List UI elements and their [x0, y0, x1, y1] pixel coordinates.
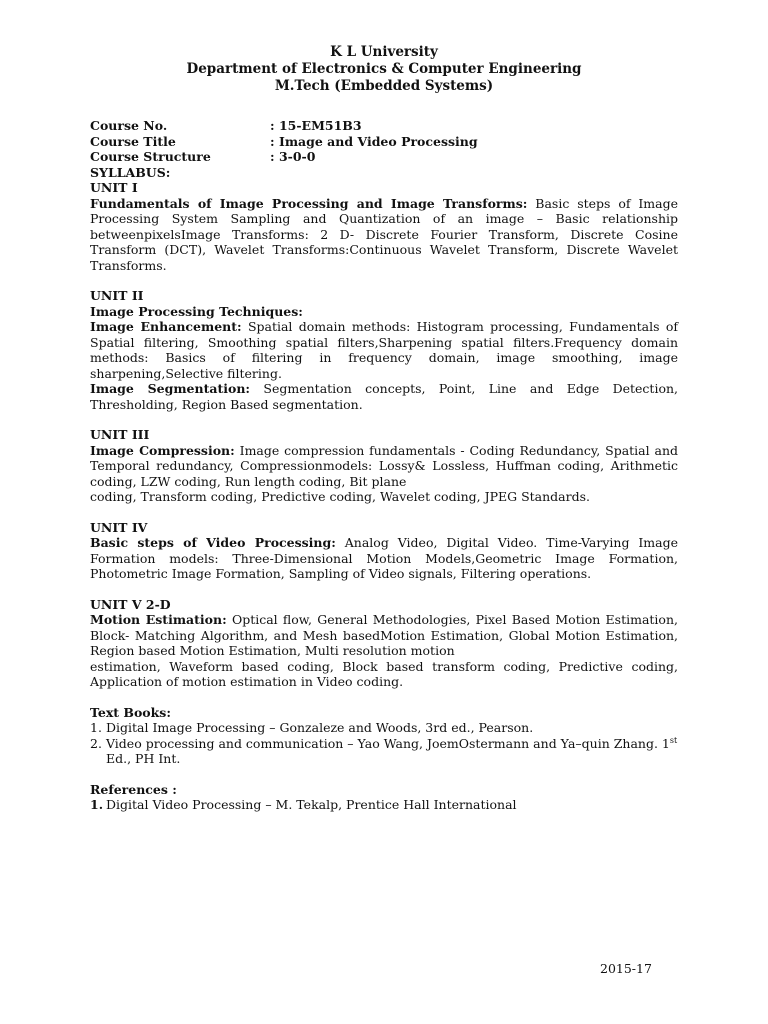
unit-4-heading: Basic steps of Video Processing: — [90, 535, 336, 550]
unit-4-title: UNIT IV — [90, 519, 148, 535]
text-books — [90, 705, 678, 767]
reference-item — [90, 797, 678, 813]
course-title-value: : Image and Video Processing — [270, 133, 478, 149]
unit-3 — [90, 427, 678, 505]
unit-1-body — [90, 196, 678, 274]
image-enhancement-heading: Image Enhancement: — [90, 319, 242, 334]
unit-5-title: UNIT V 2-D — [90, 596, 171, 612]
program-name: M.Tech (Embedded Systems) — [274, 78, 494, 94]
document-header — [90, 44, 678, 95]
unit-3-body — [90, 443, 678, 490]
unit-1 — [90, 180, 678, 273]
footer-year: 2015-17 — [600, 961, 652, 976]
text-book-number: 1. — [90, 720, 102, 735]
unit-2 — [90, 288, 678, 412]
reference-text: Digital Video Processing – M. Tekalp, Prentice Hall International — [106, 797, 517, 812]
unit-5-text: Optical flow, General Methodologies, Pixel Based Motion Estimation, Block- Matching Algorithm, and Mesh basedMotion Estimation, Global Motion Estimation, Region based Motion Estimation, Multi resolution motion — [90, 612, 678, 658]
image-segmentation-heading: Image Segmentation: — [90, 381, 251, 396]
image-segmentation-text: Segmentation concepts, Point, Line and Edge Detection, Thresholding, Region Based segmentation. — [90, 381, 678, 412]
text-book-text-part: Ed., PH Int. — [106, 751, 181, 766]
syllabus-page — [90, 44, 678, 813]
department-name: Department of Electronics & Computer Engineering — [186, 61, 582, 77]
references-title: References : — [90, 781, 177, 797]
text-book-text: Digital Image Processing – Gonzaleze and Woods, 3rd ed., Pearson. — [106, 720, 534, 735]
unit-2-heading: Image Processing Techniques: — [90, 303, 303, 319]
course-title-row — [90, 134, 678, 150]
unit-5-heading: Motion Estimation: — [90, 612, 227, 627]
course-structure-label: Course Structure — [90, 149, 211, 164]
references — [90, 782, 678, 813]
unit-3-text: Image compression fundamentals - Coding Redundancy, Spatial and Temporal redundancy, Compressionmodels: Lossy& Lossless, Huffman coding, Arithmetic coding, LZW coding, Run length coding, Bit plane — [90, 442, 678, 489]
image-enhancement-text: Spatial domain methods: Histogram processing, Fundamentals of Spatial filtering, Smoothing spatial filters,Sharpening spatial filters.Frequency domain methods: Basics of filtering in frequency domain, image smoothing, image sharpening,Selective filtering. — [90, 319, 678, 381]
unit-1-heading: Fundamentals of Image Processing and Image Transforms: — [90, 195, 528, 211]
course-no-row — [90, 118, 678, 134]
syllabus-label: SYLLABUS: — [90, 164, 171, 180]
text-books-title: Text Books: — [90, 704, 171, 720]
course-meta — [90, 118, 678, 180]
unit-1-title: UNIT I — [90, 180, 138, 195]
unit-2-title: UNIT II — [90, 288, 144, 303]
text-book-text — [106, 736, 677, 767]
unit-4-text: Analog Video, Digital Video. Time-Varying Image Formation models: Three-Dimensional Motion Models,Geometric Image Formation, Photometric Image Formation, Sampling of Video signals, Filtering operations. — [90, 535, 678, 581]
unit-3-heading: Image Compression: — [90, 442, 235, 458]
university-name: K L University — [330, 44, 438, 60]
text-book-text-part: Video processing and communication – Yao Wang, JoemOstermann and Ya–quin Zhang. 1 — [106, 735, 670, 751]
image-segmentation-paragraph — [90, 381, 678, 412]
course-structure-value: : 3-0-0 — [270, 149, 316, 164]
image-enhancement-paragraph — [90, 319, 678, 381]
text-book-item — [90, 736, 678, 767]
superscript: st — [669, 735, 678, 745]
unit-5 — [90, 597, 678, 690]
text-book-number: 2. — [90, 735, 102, 751]
unit-4-body — [90, 535, 678, 582]
unit-3-title: UNIT III — [90, 427, 150, 442]
unit-5-body — [90, 612, 678, 659]
unit-5-text-continued: estimation, Waveform based coding, Block based transform coding, Predictive coding, Application of motion estimation in Video coding. — [90, 658, 678, 689]
text-book-item — [90, 720, 678, 736]
course-no-value: : 15-EM51B3 — [270, 118, 362, 133]
course-no-label: Course No. — [90, 118, 168, 133]
unit-4 — [90, 520, 678, 582]
course-structure-row — [90, 149, 678, 165]
unit-3-text-continued: coding, Transform coding, Predictive coding, Wavelet coding, JPEG Standards. — [90, 489, 590, 504]
unit-1-text: Basic steps of Image Processing System Sampling and Quantization of an image – Basic relationship betweenpixelsImage Transforms: 2 D- Discrete Fourier Transform, Discrete Cosine Transform (DCT), Wavelet Transforms:Continuous Wavelet Transform, Discrete Wavelet Transforms. — [90, 195, 678, 273]
course-title-label: Course Title — [90, 133, 176, 149]
reference-number: 1. — [90, 797, 104, 812]
